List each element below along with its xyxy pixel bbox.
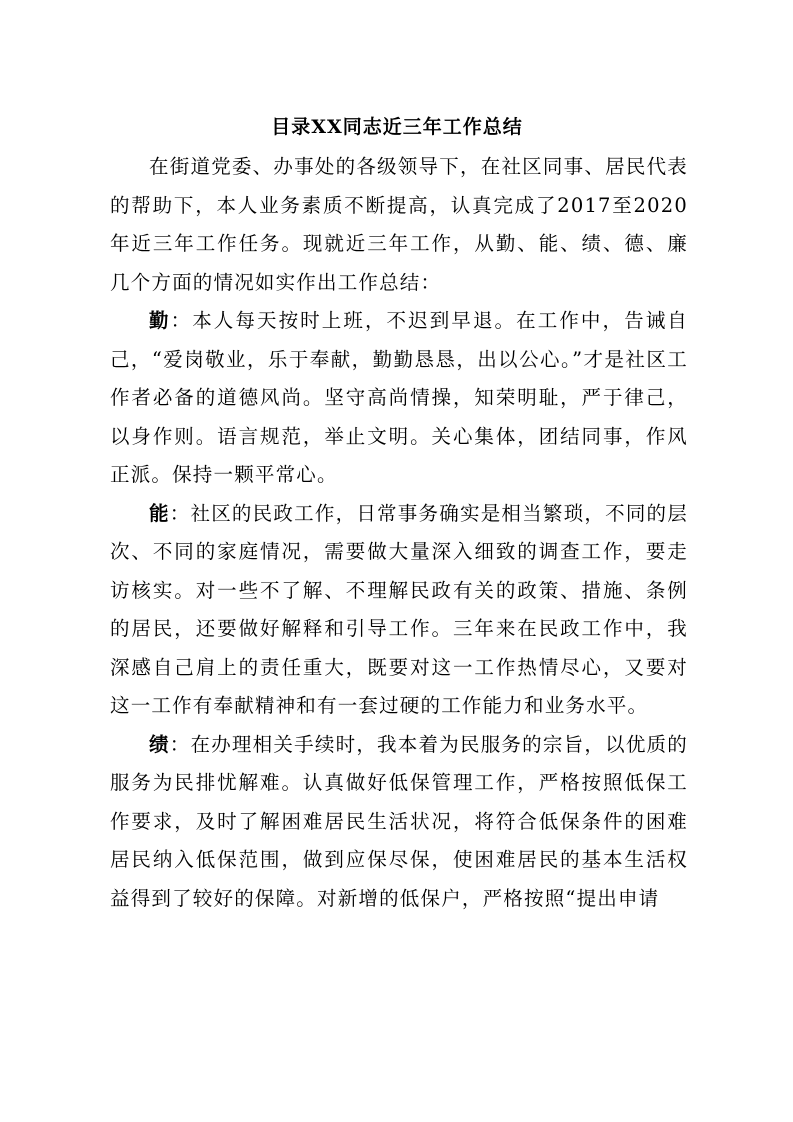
section-ability-lead: 能: [149, 501, 170, 525]
section-achievement-lead: 绩: [149, 732, 170, 756]
section-achievement-text: ：在办理相关手续时，我本着为民服务的宗旨，以优质的服务为民排忧解难。认真做好低保管理工作，严格按照低保工作要求，及时了解困难居民生活状况，将符合低保条件的困难居民纳入低保范围，做到应保尽保，使困难居民的基本生活权益得到了较好的保障。对新增的低保户，严格按照“提出申请: [110, 732, 688, 910]
intro-paragraph: 在街道党委、办事处的各级领导下，在社区同事、居民代表的帮助下，本人业务素质不断提高，认真完成了2017至2020年近三年工作任务。现就近三年工作，从勤、能、绩、德、廉几个方面的情况如实作出工作总结：: [110, 155, 688, 294]
document-body: [110, 148, 688, 918]
section-diligence: [110, 302, 688, 495]
section-diligence-lead: 勤: [149, 309, 171, 332]
section-ability-text: ：社区的民政工作，日常事务确实是相当繁琐，不同的层次、不同的家庭情况，需要做大量深入细致的调查工作，要走访核实。对一些不了解、不理解民政有关的政策、措施、条例的居民，还要做好解释和引导工作。三年来在民政工作中，我深感自己肩上的责任重大，既要对这一工作热情尽心，又要对这一工作有奉献精神和有一套过硬的工作能力和业务水平。: [110, 501, 688, 717]
section-ability: [110, 495, 688, 726]
document-title: 目录XX同志近三年工作总结: [271, 116, 523, 138]
section-diligence-text: ：本人每天按时上班，不迟到早退。在工作中，告诫自己，“爱岗敬业，乐于奉献，勤勤恳恳，出以公心。”才是社区工作者必备的道德风尚。坚守高尚情操，知荣明耻，严于律己，以身作则。语言规范，举止文明。关心集体，团结同事，作风正派。保持一颗平常心。: [110, 309, 688, 486]
section-achievement: [110, 726, 688, 919]
